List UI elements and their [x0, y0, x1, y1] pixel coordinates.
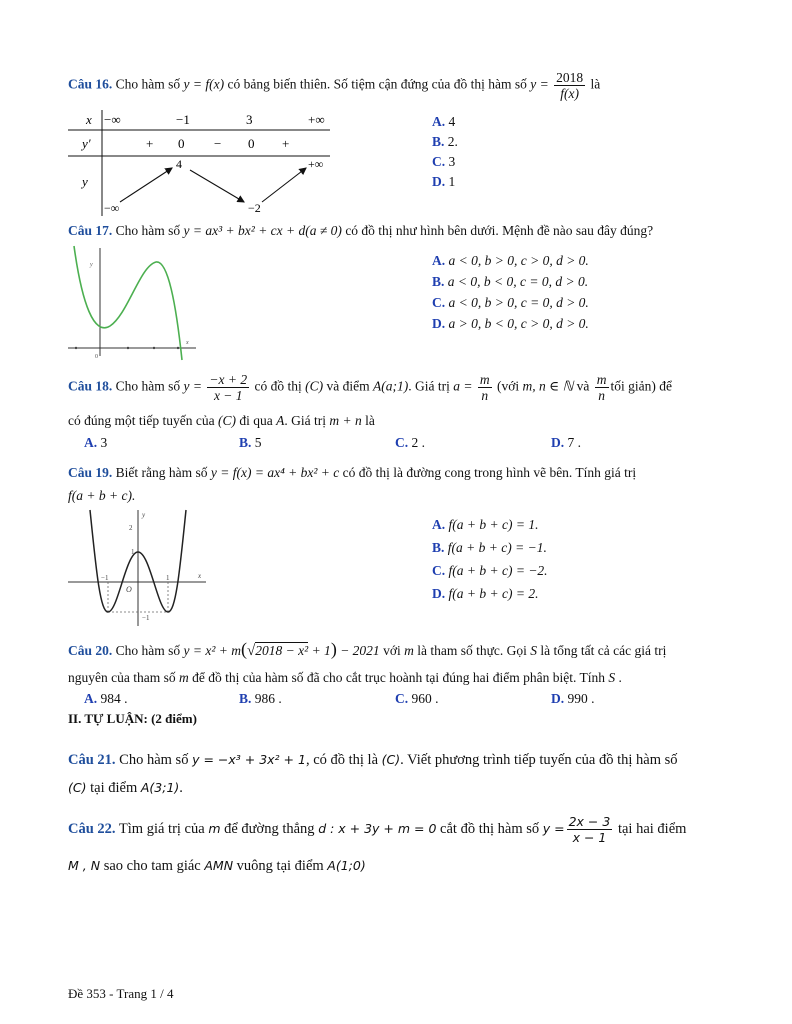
q16-line: Câu 16. Cho hàm số y = f(x) có bảng biến thiên. Số tiệm cận đứng của đồ thị hàm số y = $\frac{2018}{f(x)}$ là [68, 70, 601, 101]
q22-label: Câu 22. [68, 820, 116, 837]
table-x-label: x [86, 112, 92, 127]
q20-line2: nguyên của tham số m để đồ thị của hàm số đã cho cắt trục hoành tại đúng hai điểm phân biệt. Tính S . [68, 670, 622, 685]
option[interactable]: B. a < 0, b < 0, c = 0, d > 0. [432, 274, 589, 289]
q21-line2: (C) tại điểm A(3;1). [68, 780, 183, 796]
option[interactable]: A. 984 . [84, 691, 128, 706]
q19-line2: f(a + b + c). [68, 488, 136, 503]
option[interactable]: A. 3 [84, 435, 108, 450]
q19-options [432, 513, 548, 605]
table-yp-value: 0 [178, 136, 185, 151]
option[interactable]: B. 5 [239, 435, 262, 450]
q19-graph [68, 508, 208, 628]
section-heading: II. TỰ LUẬN: (2 điểm) [68, 711, 197, 726]
option[interactable]: C. 960 . [395, 691, 439, 706]
option[interactable]: A. f(a + b + c) = 1. [432, 517, 539, 532]
option[interactable]: C. f(a + b + c) = −2. [432, 563, 548, 578]
option[interactable]: B. f(a + b + c) = −1. [432, 540, 547, 555]
q17-graph [68, 244, 198, 364]
q16-label: Câu 16. [68, 76, 113, 92]
option[interactable]: A. a < 0, b > 0, c > 0, d > 0. [432, 253, 589, 268]
q17-label: Câu 17. [68, 223, 113, 238]
table-x-value: +∞ [308, 112, 325, 127]
option[interactable]: C. 2 . [395, 435, 425, 450]
graph-y-label: y [142, 511, 146, 519]
table-y-value: 4 [176, 157, 182, 171]
table-y-value: −2 [248, 201, 261, 215]
table-x-value: −∞ [104, 112, 121, 127]
table-yp-value: + [282, 136, 290, 151]
option[interactable]: B. 986 . [239, 691, 282, 706]
q22-fraction: $\frac{2x - 3}{x - 1}$ [568, 814, 611, 845]
table-yp-value: + [146, 136, 154, 151]
q17-options [432, 250, 589, 334]
q21-label: Câu 21. [68, 752, 116, 768]
q18-line1: Câu 18. Cho hàm số y = $\frac{-x + 2}{x - 1}$ có đồ thị (C) và điểm A(a;1). Giá trị a = $\frac{m}{n}$ (với m, n ∈ ℕ và $\frac{m}{n}$ tối giản) để [68, 372, 673, 403]
q17-line: Câu 17. Cho hàm số y = ax³ + bx² + cx + d(a ≠ 0) có đồ thị như hình bên dưới. Mệnh đề nào sau đây đúng? [68, 223, 654, 238]
graph-origin: 0 [95, 354, 98, 360]
option[interactable]: C. 3 [432, 154, 456, 169]
q16-fraction: $\frac{2018}{f(x)}$ [556, 70, 584, 101]
q18-line2: có đúng một tiếp tuyến của (C) đi qua A. Giá trị m + n là [68, 413, 375, 428]
page-footer: Đề 353 - Trang 1 / 4 [68, 986, 174, 1001]
graph-x-label: x [198, 572, 202, 580]
origin-label: O [126, 585, 132, 594]
graph-x-label: x [186, 340, 189, 346]
table-yp-value: − [214, 136, 222, 151]
tick-x-pos1: 1 [166, 574, 170, 582]
option[interactable]: A. 4 [432, 114, 456, 129]
q22-line2: M , N sao cho tam giác AMN vuông tại điểm A(1;0) [68, 858, 366, 874]
option[interactable]: D. f(a + b + c) = 2. [432, 586, 539, 601]
option[interactable]: D. a > 0, b < 0, c > 0, d > 0. [432, 316, 589, 331]
tick-x-neg1: −1 [101, 574, 109, 582]
q22-line1: Câu 22. Tìm giá trị của m để đường thẳng d : x + 3y + m = 0 cắt đồ thị hàm số y = $\frac{2x - 3}{x - 1}$ tại hai điểm [68, 814, 687, 845]
q19-label: Câu 19. [68, 465, 113, 480]
tick-1: 1 [131, 548, 135, 556]
q16-options [432, 112, 458, 192]
graph-y-label: y [90, 262, 93, 268]
table-y-value: +∞ [308, 157, 324, 171]
table-yp-label: y′ [82, 136, 91, 151]
q18-label: Câu 18. [68, 378, 113, 394]
q19-line1: Câu 19. Biết rằng hàm số y = f(x) = ax⁴ + bx² + c có đồ thị là đường cong trong hình vẽ bên. Tính giá trị [68, 465, 637, 480]
q18-fraction: $\frac{-x + 2}{x - 1}$ [209, 372, 248, 403]
table-y-value: −∞ [104, 201, 120, 215]
option[interactable]: D. 7 . [551, 435, 581, 450]
option[interactable]: B. 2. [432, 134, 458, 149]
option[interactable]: C. a < 0, b > 0, c = 0, d > 0. [432, 295, 589, 310]
tick-2: 2 [129, 524, 133, 532]
table-x-value: 3 [246, 112, 253, 127]
table-y-label: y [82, 174, 88, 189]
q21-line1: Câu 21. Cho hàm số y = −x³ + 3x² + 1, có đồ thị là (C). Viết phương trình tiếp tuyến của đồ thị hàm số [68, 752, 678, 768]
option[interactable]: D. 1 [432, 174, 456, 189]
tick-y-neg1: −1 [142, 614, 150, 622]
q20-label: Câu 20. [68, 643, 113, 658]
table-yp-value: 0 [248, 136, 255, 151]
q20-line1: Câu 20. Cho hàm số y = x² + m(√2018 − x² + 1) − 2021 với m là tham số thực. Gọi S là tổng tất cả các giá trị [68, 639, 667, 659]
option[interactable]: D. 990 . [551, 691, 595, 706]
table-x-value: −1 [176, 112, 190, 127]
q16-variation-table [68, 110, 332, 216]
